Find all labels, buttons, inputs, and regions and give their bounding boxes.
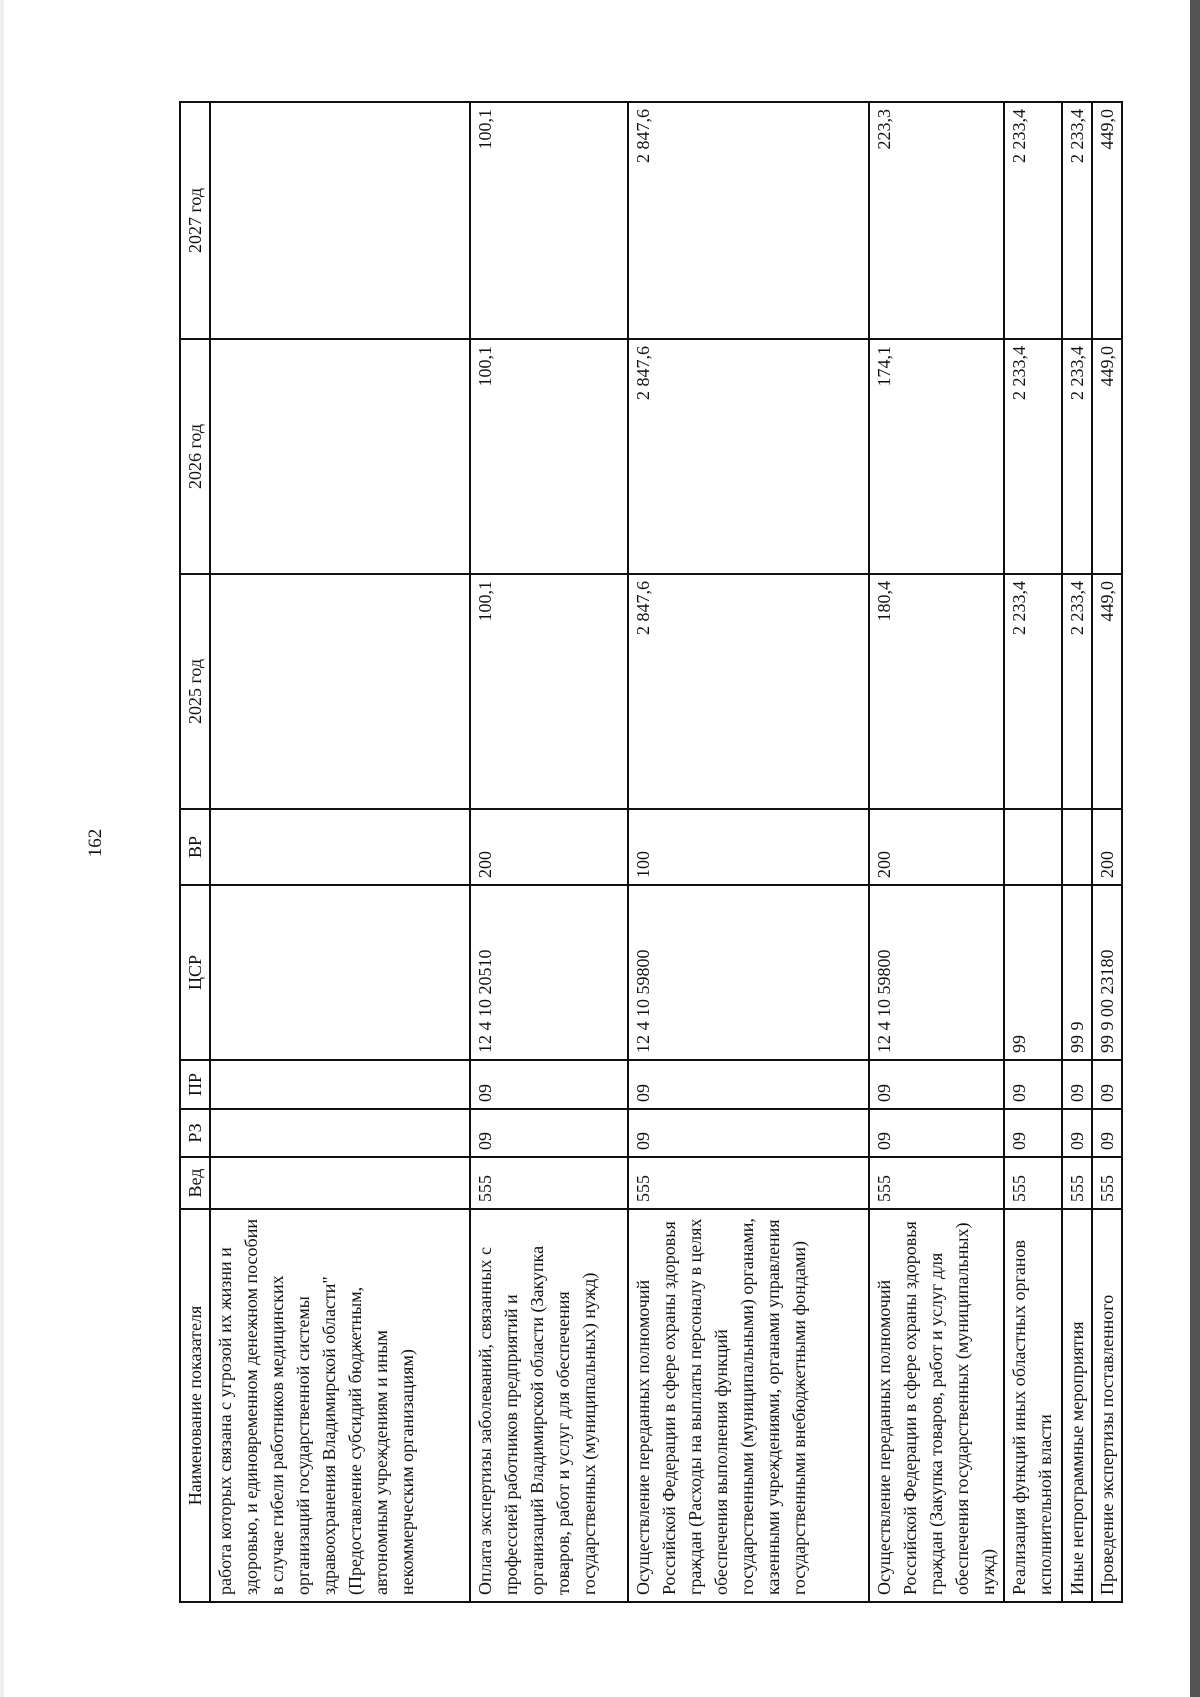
cell-csr: [210, 885, 470, 1060]
cell-rz: 09: [628, 1109, 869, 1157]
cell-rz: [210, 1109, 470, 1157]
cell-2027: [210, 102, 470, 339]
cell-ved: 555: [628, 1157, 869, 1209]
cell-rz: 09: [470, 1109, 628, 1157]
cell-2026: 174,1: [869, 339, 1004, 574]
cell-csr: 12 4 10 59800: [628, 885, 869, 1060]
table-row: [1062, 102, 1092, 1602]
cell-pr: 09: [869, 1060, 1004, 1109]
cell-2026: 449,0: [1092, 339, 1122, 574]
cell-ved: 555: [1062, 1157, 1092, 1209]
cell-csr: 99 9 00 23180: [1092, 885, 1122, 1060]
cell-vr: 200: [470, 809, 628, 885]
scan-edge-left: [0, 0, 4, 1697]
cell-pr: 09: [628, 1060, 869, 1109]
cell-2026: 2 847,6: [628, 339, 869, 574]
cell-name: работа которых связана с угрозой их жизни и здоровью, и единовременном денежном пособии в случае гибели работников медицинских организаций государственной системы здравоохранения Владимирской области" (Предоставление субсидий бюджетным, автономным учреждениям и иным некоммерческим организациям): [210, 1209, 470, 1602]
cell-2027: 2 233,4: [1004, 102, 1062, 339]
cell-vr: 200: [1092, 809, 1122, 885]
cell-rz: 09: [869, 1109, 1004, 1157]
cell-2027: 2 847,6: [628, 102, 869, 339]
header-csr: ЦСР: [180, 885, 210, 1060]
cell-vr: [1062, 809, 1092, 885]
cell-vr: [210, 809, 470, 885]
cell-2027: 100,1: [470, 102, 628, 339]
cell-rz: 09: [1092, 1109, 1122, 1157]
cell-2025: 2 847,6: [628, 574, 869, 809]
rotated-table-container: [179, 103, 1119, 1603]
header-vr: ВР: [180, 809, 210, 885]
scan-edge-right: [1190, 0, 1200, 1697]
table-header-row: [180, 102, 210, 1602]
cell-ved: 555: [869, 1157, 1004, 1209]
cell-name: Осуществление переданных полномочий Российской Федерации в сфере охраны здоровья граждан (Расходы на выплаты персоналу в целях обеспечения выполнения функций государственными (муниципальными) органами, казенными учреждениями, органами управления государственными внебюджетными фондами): [628, 1209, 869, 1602]
cell-2026: 100,1: [470, 339, 628, 574]
cell-2027: 223,3: [869, 102, 1004, 339]
cell-pr: [210, 1060, 470, 1109]
table-row: [628, 102, 869, 1602]
cell-name: Реализация функций иных областных органов исполнительной власти: [1004, 1209, 1062, 1602]
cell-vr: 100: [628, 809, 869, 885]
cell-2025: 100,1: [470, 574, 628, 809]
header-2026: 2026 год: [180, 339, 210, 574]
header-name: Наименование показателя: [180, 1209, 210, 1602]
cell-csr: 99: [1004, 885, 1062, 1060]
cell-2025: 2 233,4: [1004, 574, 1062, 809]
table-row: [1004, 102, 1062, 1602]
header-2025: 2025 год: [180, 574, 210, 809]
cell-2026: 2 233,4: [1062, 339, 1092, 574]
header-2027: 2027 год: [180, 102, 210, 339]
table-row: [470, 102, 628, 1602]
cell-name: Осуществление переданных полномочий Российской Федерации в сфере охраны здоровья граждан (Закупка товаров, работ и услуг для обеспечения государственных (муниципальных) нужд): [869, 1209, 1004, 1602]
cell-2025: 2 233,4: [1062, 574, 1092, 809]
page-number: 162: [85, 828, 106, 858]
table-row: [210, 102, 470, 1602]
cell-pr: 09: [1062, 1060, 1092, 1109]
cell-2026: 2 233,4: [1004, 339, 1062, 574]
cell-ved: 555: [470, 1157, 628, 1209]
cell-rz: 09: [1062, 1109, 1092, 1157]
cell-2025: 180,4: [869, 574, 1004, 809]
cell-vr: 200: [869, 809, 1004, 885]
cell-vr: [1004, 809, 1062, 885]
cell-csr: 99 9: [1062, 885, 1092, 1060]
cell-2027: 2 233,4: [1062, 102, 1092, 339]
table-row: [1092, 102, 1122, 1602]
cell-csr: 12 4 10 20510: [470, 885, 628, 1060]
cell-2027: 449,0: [1092, 102, 1122, 339]
cell-rz: 09: [1004, 1109, 1062, 1157]
cell-2025: 449,0: [1092, 574, 1122, 809]
cell-name: Проведение экспертизы поставленного: [1092, 1209, 1122, 1602]
cell-ved: 555: [1004, 1157, 1062, 1209]
header-rz: РЗ: [180, 1109, 210, 1157]
cell-pr: 09: [470, 1060, 628, 1109]
cell-name: Иные непрограммные мероприятия: [1062, 1209, 1092, 1602]
cell-name: Оплата экспертизы заболеваний, связанных с профессией работников предприятий и организаций Владимирской области (Закупка товаров, работ и услуг для обеспечения государственных (муниципальных) нужд): [470, 1209, 628, 1602]
cell-ved: 555: [1092, 1157, 1122, 1209]
budget-table: [179, 101, 1123, 1603]
header-pr: ПР: [180, 1060, 210, 1109]
cell-2026: [210, 339, 470, 574]
cell-2025: [210, 574, 470, 809]
cell-pr: 09: [1004, 1060, 1062, 1109]
table-row: [869, 102, 1004, 1602]
cell-csr: 12 4 10 59800: [869, 885, 1004, 1060]
header-ved: Вед: [180, 1157, 210, 1209]
cell-pr: 09: [1092, 1060, 1122, 1109]
cell-ved: [210, 1157, 470, 1209]
